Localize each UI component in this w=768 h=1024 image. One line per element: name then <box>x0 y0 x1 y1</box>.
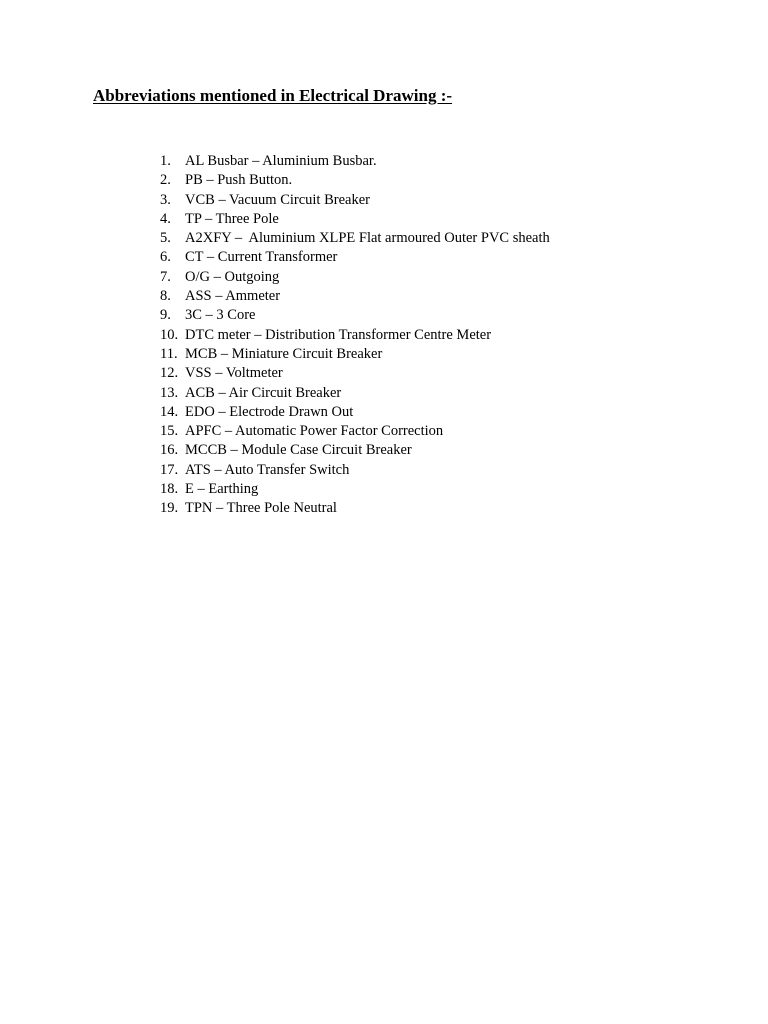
list-item <box>160 248 550 267</box>
item-text: 3C – 3 Core <box>185 307 256 324</box>
item-text: APFC – Automatic Power Factor Correction <box>185 423 444 440</box>
list-item <box>160 191 550 210</box>
list-item <box>160 461 550 480</box>
item-text: ATS – Auto Transfer Switch <box>185 461 350 478</box>
item-text: CT – Current Transformer <box>185 249 338 266</box>
list-item <box>160 384 550 403</box>
item-number: 4. <box>160 210 171 227</box>
item-number: 8. <box>160 288 171 305</box>
item-number: 16. <box>160 442 179 459</box>
list-item <box>160 499 550 518</box>
item-text: TP – Three Pole <box>185 210 279 227</box>
item-text: E – Earthing <box>185 481 259 498</box>
list-item <box>160 364 550 383</box>
page-title: Abbreviations mentioned in Electrical Drawing :- <box>93 86 453 105</box>
list-item <box>160 152 550 171</box>
item-text: MCB – Miniature Circuit Breaker <box>185 345 383 362</box>
item-number: 18. <box>160 481 179 498</box>
item-number: 15. <box>160 423 179 440</box>
item-text: VCB – Vacuum Circuit Breaker <box>185 191 370 208</box>
item-number: 5. <box>160 230 171 247</box>
list-item <box>160 326 550 345</box>
item-number: 1. <box>160 153 171 169</box>
item-text: AL Busbar – Aluminium Busbar. <box>185 153 377 169</box>
item-text: MCCB – Module Case Circuit Breaker <box>185 442 412 459</box>
item-number: 17. <box>160 461 179 478</box>
item-text: EDO – Electrode Drawn Out <box>185 403 354 420</box>
list-item <box>160 345 550 364</box>
item-text: TPN – Three Pole Neutral <box>185 500 337 517</box>
item-number: 3. <box>160 191 171 208</box>
item-number: 14. <box>160 403 179 420</box>
item-text: VSS – Voltmeter <box>185 365 283 382</box>
item-number: 12. <box>160 365 179 382</box>
list-item <box>160 480 550 499</box>
item-number: 9. <box>160 307 171 324</box>
item-number: 7. <box>160 268 171 285</box>
item-number: 2. <box>160 172 171 189</box>
item-text: O/G – Outgoing <box>185 268 280 285</box>
item-number: 11. <box>160 345 178 362</box>
list-item <box>160 210 550 229</box>
list-item <box>160 171 550 190</box>
list-item <box>160 441 550 460</box>
item-number: 13. <box>160 384 179 401</box>
item-text: DTC meter – Distribution Transformer Centre Meter <box>185 326 492 343</box>
item-text: ASS – Ammeter <box>185 288 281 305</box>
item-number: 6. <box>160 249 171 266</box>
item-text: A2XFY – Aluminium XLPE Flat armoured Outer PVC sheath <box>185 230 550 247</box>
item-text: PB – Push Button. <box>185 172 293 189</box>
list-item <box>160 268 550 287</box>
list-item <box>160 229 550 248</box>
list-item <box>160 306 550 325</box>
item-number: 19. <box>160 500 179 517</box>
list-item <box>160 403 550 422</box>
item-number: 10. <box>160 326 179 343</box>
item-text: ACB – Air Circuit Breaker <box>185 384 342 401</box>
list-item <box>160 287 550 306</box>
abbreviation-list <box>160 152 550 519</box>
list-item <box>160 422 550 441</box>
